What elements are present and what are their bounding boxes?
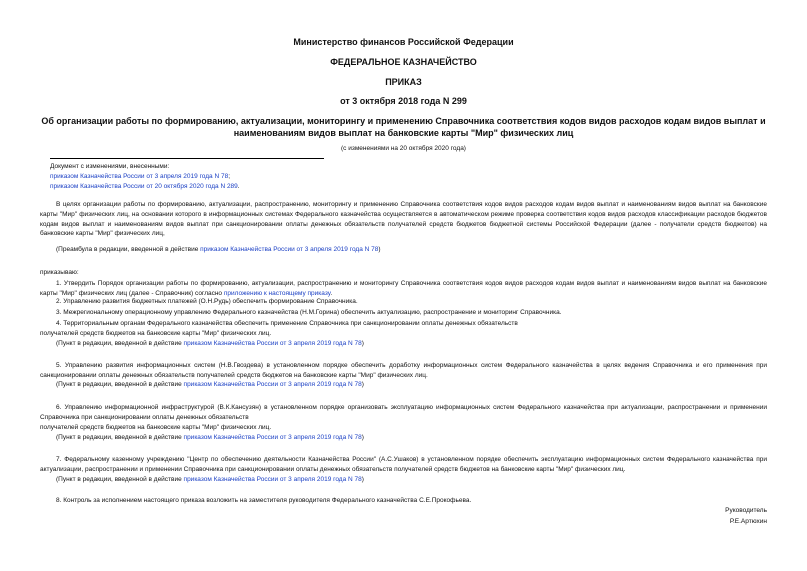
- item-7-note-link[interactable]: приказом Казначейства России от 3 апреля 2019 года N 78: [183, 476, 362, 483]
- agency-name: ФЕДЕРАЛЬНОЕ КАЗНАЧЕЙСТВО: [330, 57, 477, 67]
- item-3: 3. Межрегиональному операционному управлению Федерального казначейства (Н.М.Горина) обеспечить актуализацию, распространение и мониторинг Справочника.: [56, 309, 562, 316]
- amendments-box: [50, 158, 324, 192]
- item-7-note: (Пункт в редакции, введенной в действие приказом Казначейства России от 3 апреля 2019 года N 78): [56, 476, 364, 483]
- amendment-link-1[interactable]: приказом Казначейства России от 3 апреля 2019 года N 78: [50, 173, 229, 180]
- item-6-line-2: получателей средств бюджетов на банковские карты "Мир" физических лиц.: [40, 424, 272, 431]
- amendment-link-2[interactable]: приказом Казначейства России от 20 октября 2020 года N 289: [50, 183, 238, 190]
- preamble-text: В целях организации работы по формированию, актуализации, распространению, мониторингу и применению Справочника соответствия кодов видов расходов кодам видов выплат и наименованиям видов выплат на банковские карты "Мир" физических лиц, на основании которого в информационных системах Федерального казначейства осуществляется в автоматическом режиме проверка соответствия кодов видов расходов классификации расходов бюджетов кодам видов выплат и наименованиям видов выплат при санкционировании оплаты денежных обязательств получателей средств бюджетов бюджетной системы Российской Федерации (далее - получатели средств бюджетов) на банковские карты "Мир" физических лиц,: [40, 201, 767, 238]
- orders-word: приказываю:: [40, 269, 79, 276]
- signature-role: Руководитель: [725, 507, 767, 514]
- amendment-item-1: приказом Казначейства России от 3 апреля 2019 года N 78;: [50, 173, 231, 180]
- document-date: от 3 октября 2018 года N 299: [340, 96, 467, 106]
- item-4-note: (Пункт в редакции, введенной в действие приказом Казначейства России от 3 апреля 2019 года N 78): [56, 340, 364, 347]
- item-4-line-2: получателей средств бюджетов на банковские карты "Мир" физических лиц.: [40, 330, 272, 337]
- amendment-item-2: приказом Казначейства России от 20 октября 2020 года N 289.: [50, 183, 240, 190]
- item-5-note: (Пункт в редакции, введенной в действие приказом Казначейства России от 3 апреля 2019 года N 78): [56, 381, 364, 388]
- appendix-link[interactable]: приложению к настоящему приказу: [223, 289, 331, 297]
- item-7: 7. Федеральному казенному учреждению "Центр по обеспечению деятельности Казначейства России" (А.С.Ушаков) в установленном порядке обеспечить эксплуатацию информационных систем Федерального казначейства при актуализации, распространении и применении Справочника при санкционировании оплаты денежных обязательств получателей средств бюджетов на банковские карты "Мир" физических лиц.: [40, 456, 767, 473]
- preamble-note-link[interactable]: приказом Казначейства России от 3 апреля 2019 года N 78: [200, 246, 379, 253]
- item-6: 6. Управлению информационной инфраструктурой (В.К.Кансузян) в установленном порядке организовать эксплуатацию информационных систем Федерального казначейства при актуализации, распространении и применении Справочника при санкционировании оплаты денежных обязательств: [40, 404, 767, 421]
- item-5: 5. Управлению развития информационных систем (Н.В.Гвоздева) в установленном порядке обеспечить доработку информационных систем Федерального казначейства в целях ведения Справочника и его применения при санкционировании оплаты денежных обязательств получателей средств бюджетов на банковские карты "Мир" физических лиц.: [40, 362, 767, 379]
- changes-note: (с изменениями на 20 октября 2020 года): [341, 145, 466, 152]
- item-4-note-link[interactable]: приказом Казначейства России от 3 апреля 2019 года N 78: [183, 340, 362, 347]
- item-8: 8. Контроль за исполнением настоящего приказа возложить на заместителя руководителя Федерального казначейства С.Е.Прокофьева.: [56, 497, 472, 504]
- document-title: Об организации работы по формированию, актуализации, мониторингу и применению Справочника соответствия кодов видов расходов кодам видов выплат и наименованиям видов выплат на банковские карты "Мир" физических лиц: [41, 116, 766, 138]
- item-6-note-link[interactable]: приказом Казначейства России от 3 апреля 2019 года N 78: [183, 434, 362, 441]
- signature-name: Р.Е.Артюхин: [729, 518, 767, 525]
- item-2: 2. Управлению развития бюджетных платежей (О.Н.Рудь) обеспечить формирование Справочника.: [56, 298, 358, 305]
- item-4-line-1: 4. Территориальным органам Федерального казначейства обеспечить применение Справочника при санкционировании оплаты денежных обязательств: [56, 320, 518, 327]
- item-5-note-link[interactable]: приказом Казначейства России от 3 апреля 2019 года N 78: [183, 381, 362, 388]
- item-6-note: (Пункт в редакции, введенной в действие приказом Казначейства России от 3 апреля 2019 года N 78): [56, 434, 364, 441]
- preamble-note: (Преамбула в редакции, введенной в действие приказом Казначейства России от 3 апреля 2019 года N 78): [56, 246, 381, 253]
- ministry-name: Министерство финансов Российской Федерации: [293, 37, 514, 47]
- item-1: 1. Утвердить Порядок организации работы по формированию, актуализации, распространению и мониторингу Справочника соответствия кодов видов расходов кодам видов выплат и наименованиям видов выплат на банковские карты "Мир" физических лиц (далее - Справочник) согласно приложению к настоящему приказу.: [40, 280, 767, 297]
- document-type: ПРИКАЗ: [385, 77, 422, 87]
- amendments-label: Документ с изменениями, внесенными:: [50, 163, 170, 170]
